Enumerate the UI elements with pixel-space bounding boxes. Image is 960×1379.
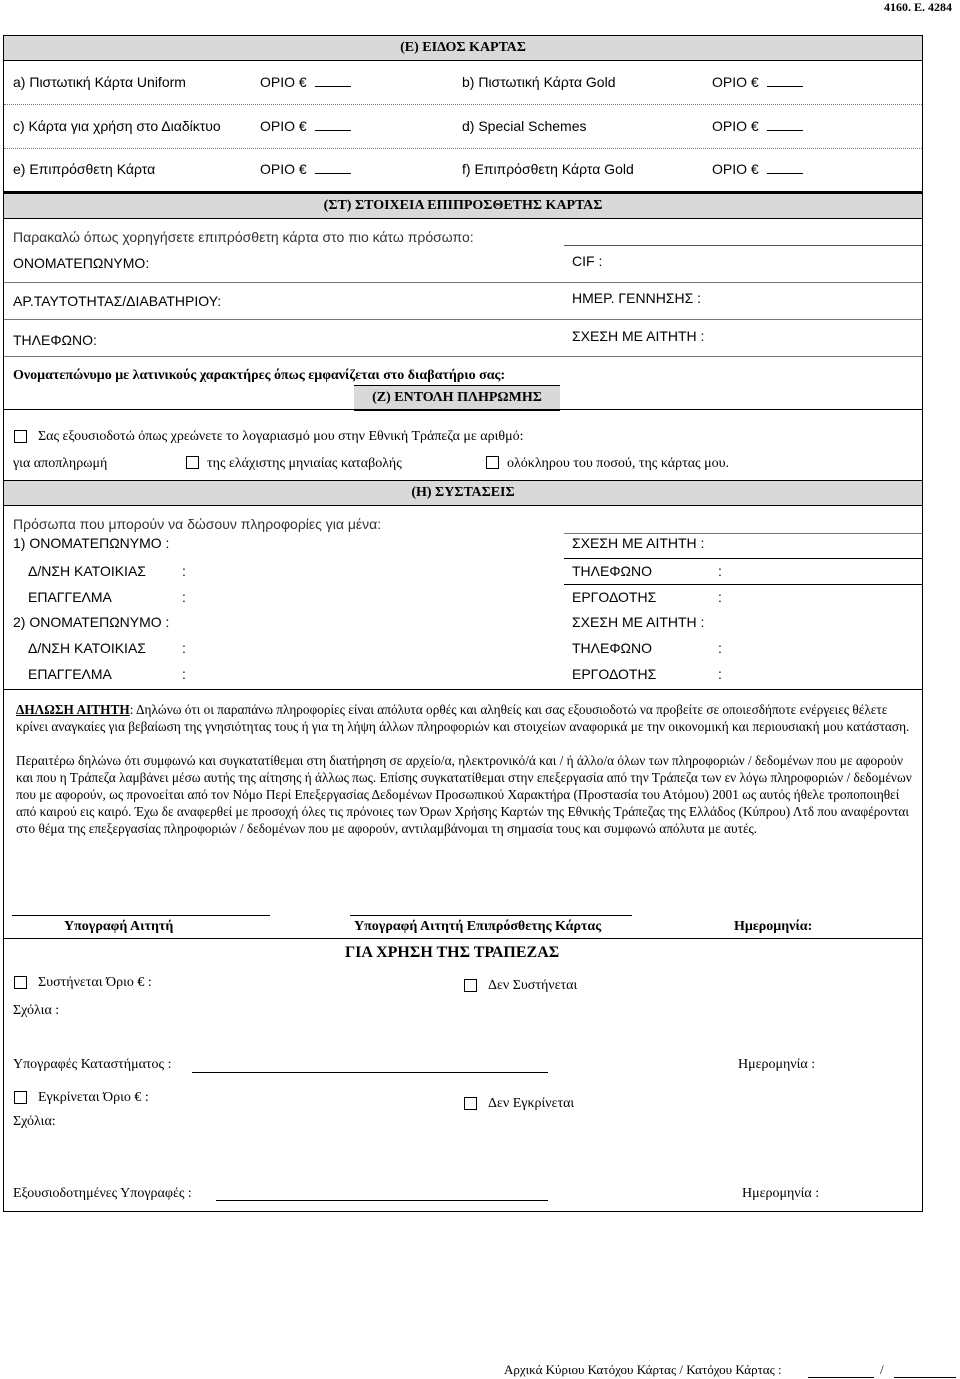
ref1-relation-label: ΣΧΕΣΗ ΜΕ ΑΙΤΗΤΗ : — [572, 535, 705, 551]
colon: : — [182, 589, 186, 605]
field-line — [564, 245, 922, 246]
field-line — [564, 533, 922, 534]
not-approved-checkbox[interactable] — [464, 1097, 477, 1110]
divider — [4, 282, 922, 283]
ref2-employer-label: ΕΡΓΟΔΟΤΗΣ — [572, 666, 657, 682]
not-recommended-label: Δεν Συστήνεται — [488, 978, 578, 993]
section-title-references: (Η) ΣΥΣΤΑΣΕΙΣ — [4, 481, 922, 506]
additional-card-intro: Παρακαλώ όπως χορηγήσετε επιπρόσθετη κάρτα στο πιο κάτω πρόσωπο: — [13, 229, 474, 245]
ref2-occupation-label: ΕΠΑΓΓΕΛΜΑ — [28, 666, 112, 682]
divider — [4, 148, 922, 149]
additional-name-label: ΟΝΟΜΑΤΕΠΩΝΥΜΟ: — [13, 255, 150, 271]
divider — [4, 689, 922, 690]
limit-label: ΟΡΙΟ € — [712, 74, 759, 90]
store-signatures-line[interactable] — [192, 1072, 548, 1073]
card-option-c: c) Κάρτα για χρήση στο Διαδίκτυο — [13, 118, 221, 134]
colon: : — [182, 666, 186, 682]
comments-label-2: Σχόλια: — [13, 1114, 56, 1129]
full-payment-label: ολόκληρου του ποσού, της κάρτας μου. — [507, 456, 730, 471]
dob-label: ΗΜΕΡ. ΓΕΝΝΗΣΗΣ : — [572, 290, 702, 306]
id-passport-label: ΑΡ.ΤΑΥΤΟΤΗΤΑΣ/ΔΙΑΒΑΤΗΡΙΟΥ: — [13, 293, 222, 309]
full-payment-checkbox[interactable] — [486, 456, 499, 469]
limit-field-e[interactable] — [260, 161, 351, 177]
limit-field-b[interactable] — [712, 74, 803, 90]
section-title-payment-order: (Ζ) ΕΝΤΟΛΗ ΠΛΗΡΩΜΗΣ — [354, 385, 560, 411]
field-line — [564, 584, 922, 585]
store-date-label: Ημερομηνία : — [738, 1057, 816, 1072]
declaration-paragraph-1: ΔΗΛΩΣΗ ΑΙΤΗΤΗ: Δηλώνω ότι οι παραπάνω πληροφορίες είναι απόλυτα ορθές και αληθείς και σας εξουσιοδοτώ να προβείτε σε οποιεσδήποτε ενέργειες θέλετε κρίνει αναγκαίες για βεβαίωση της γνησιότητας τους ή για τη λήψη άλλων πληροφοριών και στοιχείων αναφορικά με την οικονομική και περιουσιακή μου κατάσταση. — [16, 702, 910, 734]
section-card-type — [3, 35, 923, 192]
min-payment-label: της ελάχιστης μηνιαίας καταβολής — [207, 456, 402, 471]
declaration-heading: ΔΗΛΩΣΗ ΑΙΤΗΤΗ — [16, 702, 130, 717]
limit-field-f[interactable] — [712, 161, 803, 177]
divider — [4, 356, 922, 357]
ref2-phone-label: ΤΗΛΕΦΩΝΟ — [572, 640, 652, 656]
recommended-limit-label: Συστήνεται Όριο € : — [38, 975, 152, 990]
divider — [4, 938, 922, 939]
colon: : — [718, 640, 722, 656]
authorize-label: Σας εξουσιοδοτώ όπως χρεώνετε το λογαριασμό μου στην Εθνική Τράπεζα με αριθμό: — [38, 429, 524, 444]
divider — [4, 409, 922, 410]
ref1-employer-label: ΕΡΓΟΔΟΤΗΣ — [572, 589, 657, 605]
ref1-occupation-label: ΕΠΑΓΓΕΛΜΑ — [28, 589, 112, 605]
authorized-signatures-line[interactable] — [216, 1200, 548, 1201]
limit-label: ΟΡΙΟ € — [712, 118, 759, 134]
declaration-text-1: Δηλώνω ότι οι παραπάνω πληροφορίες είναι απόλυτα ορθές και αληθείς και σας εξουσιοδοτώ να προβείτε σε οποιεσδήποτε ενέργειες θέλετε κρίνει αναγκαίες για βεβαίωση της γνησιότητας τους ή για τη λήψη άλλων πληροφοριών και στοιχείων αναφορικά με την οικονομική και περιουσιακή μου κατάσταση. — [16, 702, 910, 734]
approved-checkbox[interactable] — [14, 1091, 27, 1104]
colon: : — [182, 640, 186, 656]
store-signatures-label: Υπογραφές Καταστήματος : — [13, 1057, 172, 1072]
ref2-relation-label: ΣΧΕΣΗ ΜΕ ΑΙΤΗΤΗ : — [572, 614, 705, 630]
additional-signature-label: Υπογραφή Αιτητή Επιπρόσθετης Κάρτας — [354, 919, 602, 934]
main-form-frame — [3, 192, 923, 1212]
card-option-f: f) Επιπρόσθετη Κάρτα Gold — [462, 161, 634, 177]
initials-line-1[interactable] — [808, 1377, 874, 1378]
not-recommended-checkbox[interactable] — [464, 979, 477, 992]
authorize-checkbox[interactable] — [14, 430, 27, 443]
limit-label: ΟΡΙΟ € — [260, 161, 307, 177]
limit-field-c[interactable] — [260, 118, 351, 134]
field-line — [564, 558, 922, 559]
card-option-b: b) Πιστωτική Κάρτα Gold — [462, 74, 616, 90]
additional-signature-line[interactable] — [350, 915, 632, 916]
limit-label: ΟΡΙΟ € — [712, 161, 759, 177]
min-payment-checkbox[interactable] — [186, 456, 199, 469]
card-option-a: a) Πιστωτική Κάρτα Uniform — [13, 74, 186, 90]
phone-label: ΤΗΛΕΦΩΝΟ: — [13, 332, 97, 348]
initials-label: Αρχικά Κύριου Κατόχου Κάρτας / Κατόχου Κάρτας : — [504, 1362, 782, 1377]
declaration-paragraph-2: Περαιτέρω δηλώνω ότι συμφωνώ και συγκατατίθεμαι στη διατήρηση σε αρχείο/α, ηλεκτρονικό/ά και / ή άλλο/α όλων των πληροφοριών / δεδομένων που με αφορούν και που η Τράπεζα λαμβάνει μέσω αυτής της αίτησης ή άλλως πως. Επίσης συγκατατίθεμαι στην επεξεργασία από την Τράπεζα των εν λόγω πληροφοριών / δεδομένων που με αφορούν, ως προνοείται από τον Νόμο Περί Επεξεργασίας Δεδομένων Προσωπικού Χαρακτήρα (Προστασία του Ατόμου) 2001 ως αυτός ήθελε τροποποιηθεί από καιρού εις καιρό. Έχω δε αναφερθεί με προσοχή όλες τις πρόνοιες των Όρων Χρήσης Καρτών της Εθνικής Τράπεζας της Ελλάδος (Κύπρου) Λτδ που αναφέρονται στο θέμα της επεξεργασίας πληροφοριών / δεδομένων που με αφορούν, αντιλαμβάνομαι τη σημασία τους και συμφωνώ απόλυτα με αυτές. — [16, 753, 912, 836]
colon: : — [718, 563, 722, 579]
divider — [4, 104, 922, 105]
signature-date-label: Ημερομηνία: — [734, 919, 813, 934]
section-title-additional-card: (ΣΤ) ΣΤΟΙΧΕΙΑ ΕΠΙΠΡΟΣΘΕΤΗΣ ΚΑΡΤΑΣ — [4, 193, 922, 219]
card-option-d: d) Special Schemes — [462, 118, 587, 134]
page-reference: 4160. Ε. 4284 — [883, 0, 952, 14]
divider — [4, 319, 922, 320]
approved-limit-label: Εγκρίνεται Όριο € : — [38, 1090, 149, 1105]
references-intro: Πρόσωπα που μπορούν να δώσουν πληροφορίες για μένα: — [13, 516, 382, 532]
bank-use-title: ΓΙΑ ΧΡΗΣΗ ΤΗΣ ΤΡΑΠΕΖΑΣ — [345, 944, 560, 961]
applicant-signature-label: Υπογραφή Αιτητή — [64, 919, 174, 934]
limit-field-a[interactable] — [260, 74, 351, 90]
authorized-signatures-label: Εξουσιοδοτημένες Υπογραφές : — [13, 1186, 192, 1201]
colon: : — [718, 589, 722, 605]
ref1-address-label: Δ/ΝΣΗ ΚΑΤΟΙΚΙΑΣ — [28, 563, 146, 579]
not-approved-label: Δεν Εγκρίνεται — [488, 1096, 575, 1111]
limit-label: ΟΡΙΟ € — [260, 74, 307, 90]
recommended-checkbox[interactable] — [14, 976, 27, 989]
for-payment-label: για αποπληρωμή — [13, 456, 108, 471]
comments-label-1: Σχόλια : — [13, 1003, 60, 1018]
latin-name-label: Ονοματεπώνυμο με λατινικούς χαρακτήρες όπως εμφανίζεται στο διαβατήριο σας: — [13, 368, 506, 383]
authorized-date-label: Ημερομηνία : — [742, 1186, 820, 1201]
relation-label: ΣΧΕΣΗ ΜΕ ΑΙΤΗΤΗ : — [572, 328, 705, 344]
colon: : — [182, 563, 186, 579]
ref1-name-label: 1) ΟΝΟΜΑΤΕΠΩΝΥΜΟ : — [13, 535, 170, 551]
ref1-phone-label: ΤΗΛΕΦΩΝΟ — [572, 563, 652, 579]
limit-field-d[interactable] — [712, 118, 803, 134]
card-option-e: e) Επιπρόσθετη Κάρτα — [13, 161, 156, 177]
cif-label: CIF : — [572, 253, 603, 269]
ref2-name-label: 2) ΟΝΟΜΑΤΕΠΩΝΥΜΟ : — [13, 614, 170, 630]
section-title-card-type: (Ε) ΕΙΔΟΣ ΚΑΡΤΑΣ — [4, 35, 922, 61]
ref2-address-label: Δ/ΝΣΗ ΚΑΤΟΙΚΙΑΣ — [28, 640, 146, 656]
initials-separator: / — [880, 1362, 884, 1377]
colon: : — [718, 666, 722, 682]
limit-label: ΟΡΙΟ € — [260, 118, 307, 134]
applicant-signature-line[interactable] — [12, 915, 270, 916]
initials-line-2[interactable] — [894, 1377, 956, 1378]
